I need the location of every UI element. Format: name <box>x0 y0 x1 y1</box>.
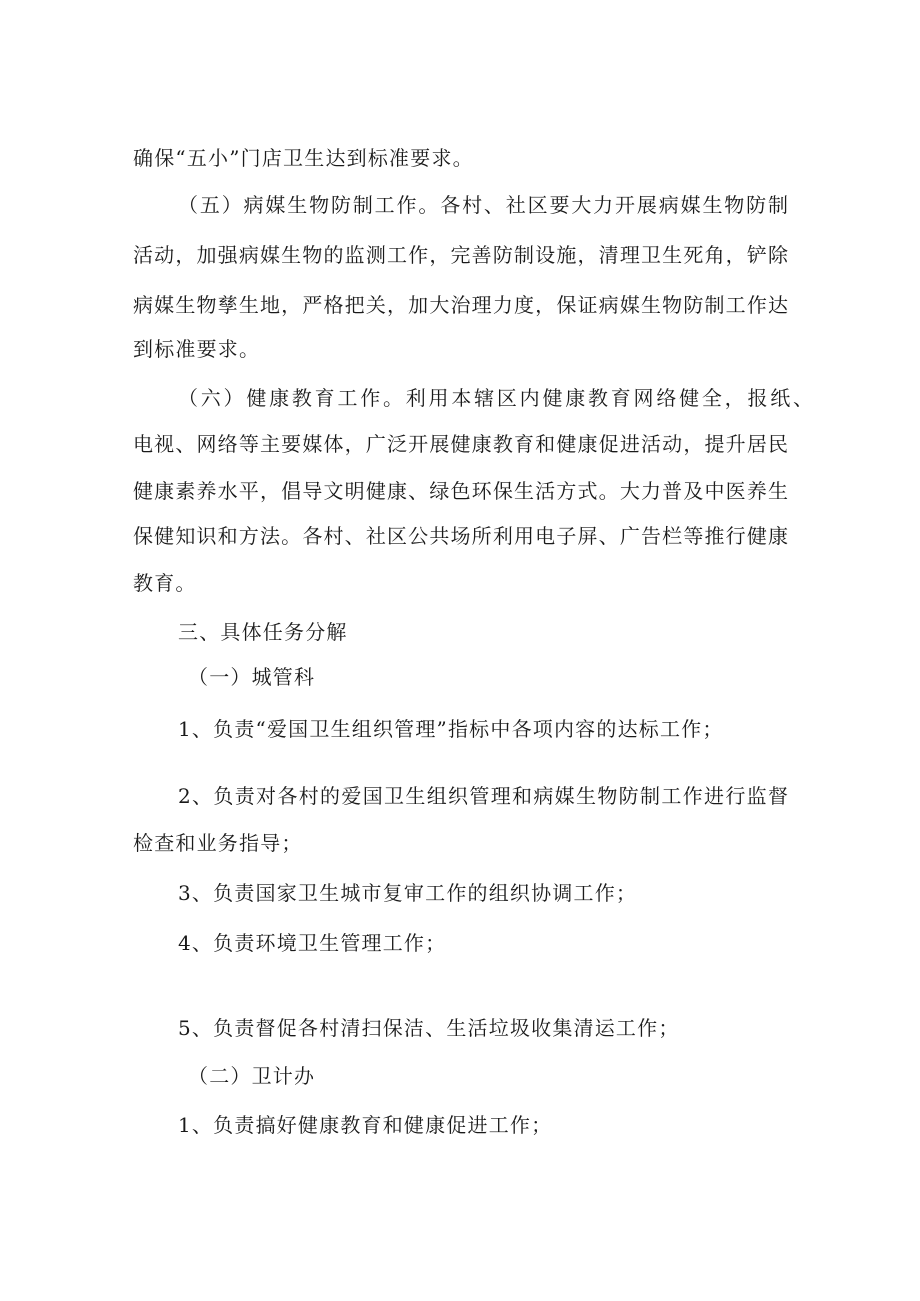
para-six-line-3: 健康素养水平，倡导文明健康、绿色环保生活方式。大力普及中医养生 <box>133 479 788 503</box>
dept-one-item-2-line-1: 2、负责对各村的爱国卫生组织管理和病媒生物防制工作进行监督 <box>178 784 788 808</box>
para-five-line-2: 活动，加强病媒生物的监测工作，完善防制设施，清理卫生死角，铲除 <box>133 243 788 267</box>
intro-line-1: 确保“五小”门店卫生达到标准要求。 <box>133 146 474 170</box>
dept-one-item-1: 1、负责“爱国卫生组织管理”指标中各项内容的达标工作； <box>178 717 724 741</box>
dept-two-item-1: 1、负责搞好健康教育和健康促进工作； <box>178 1113 553 1137</box>
para-six-line-2: 电视、网络等主要媒体，广泛开展健康教育和健康促进活动，提升居民 <box>133 432 788 456</box>
para-six-line-5: 教育。 <box>133 571 197 595</box>
section-three-heading: 三、具体任务分解 <box>178 620 348 644</box>
para-five-line-3: 病媒生物孳生地，严格把关，加大治理力度，保证病媒生物防制工作达 <box>133 293 788 317</box>
dept-one-item-2-line-2: 检查和业务指导； <box>133 831 303 855</box>
dept-one-item-5: 5、负责督促各村清扫保洁、生活垃圾收集清运工作； <box>178 1016 680 1040</box>
para-six-line-1: （六）健康教育工作。利用本辖区内健康教育网络健全，报纸、 <box>178 386 813 410</box>
dept-two-heading: （二）卫计办 <box>188 1064 316 1088</box>
para-five-line-4: 到标准要求。 <box>133 337 261 361</box>
dept-one-item-4: 4、负责环境卫生管理工作； <box>178 931 447 955</box>
para-five-line-1: （五）病媒生物防制工作。各村、社区要大力开展病媒生物防制 <box>178 193 788 217</box>
dept-one-item-3: 3、负责国家卫生城市复审工作的组织协调工作； <box>178 881 638 905</box>
para-six-line-4: 保健知识和方法。各村、社区公共场所利用电子屏、广告栏等推行健康 <box>133 524 788 548</box>
dept-one-heading: （一）城管科 <box>188 665 316 689</box>
